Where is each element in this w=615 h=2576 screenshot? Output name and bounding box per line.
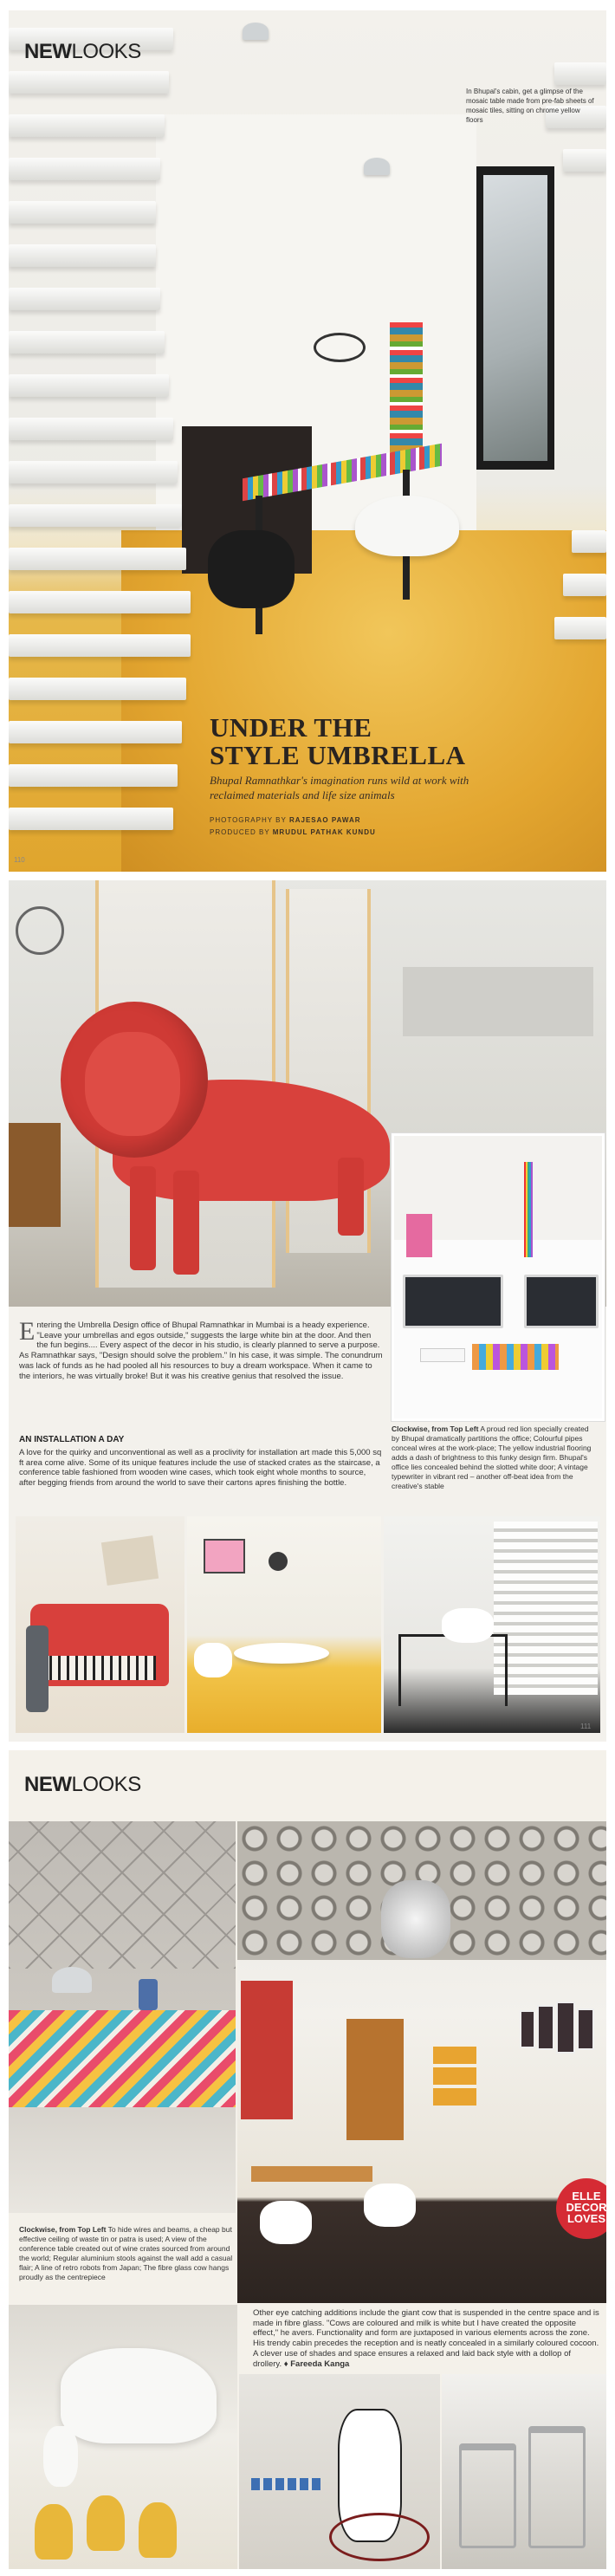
pink-art	[406, 1214, 432, 1257]
white-cow-figure	[442, 1608, 494, 1643]
lucky-cat-figurines	[35, 2495, 234, 2565]
subheading: AN INSTALLATION A DAY	[19, 1435, 125, 1444]
elle-decor-loves-badge: ELLE DECOR LOVES	[556, 2178, 606, 2239]
lion-head	[85, 1032, 180, 1136]
white-chair	[194, 1643, 232, 1677]
colourful-frame	[204, 1539, 245, 1574]
pendant-lamp	[52, 1967, 92, 1993]
computer-monitor	[403, 1275, 503, 1328]
colourful-pipes	[524, 1162, 533, 1257]
framed-posters	[433, 2045, 476, 2106]
author-name: Fareeda Kanga	[290, 2359, 350, 2369]
page-number: 111	[580, 1723, 592, 1730]
fibreglass-cow	[61, 2348, 217, 2443]
drop-cap: E	[19, 1317, 36, 1346]
keyboard	[420, 1348, 465, 1362]
intro-paragraph: Entering the Umbrella Design office of Bhupal Ramnathkar in Mumbai is a heady experience. "Leave your umbrellas and egos outside," suggests the large white bin at the door. And then the fun begins.... Every aspect of the decor in his studio, is clearly planned to serve a purpose. As Ramnathkar says, "Design should solve the problem." In his case, it was simple. The conundrum was lack of funds as he had pooled all his resources to buy a dream workspace. When it came to the interiors, he was virtually broke! But it was his creative genius that resolved the issue.	[19, 1317, 383, 1381]
colour-swatches	[472, 1344, 559, 1370]
photo-caption: Clockwise, from Top Left A proud red lion specially created by Bhupal dramatically partitions the office; Colourful pipes conceal wires at the work-place; The yellow industrial flooring adds a dash of brightness to this funky design firm. Bhupal's office lies concealed behind the slotted white door; A vintage typewriter in vibrant red – another off-beat idea from the creative's stable	[392, 1424, 592, 1490]
workstation-photo	[392, 1133, 605, 1421]
robot-toy	[26, 1625, 49, 1712]
lion-leg	[173, 1171, 199, 1275]
page-112	[9, 1750, 606, 2569]
bicycle-art	[314, 333, 366, 362]
white-table	[234, 1643, 329, 1664]
stair-railing	[398, 1634, 508, 1706]
computer-monitor	[524, 1275, 599, 1328]
ceiling-lamp	[364, 158, 390, 175]
tricycle	[329, 2513, 430, 2561]
red-door	[241, 1981, 293, 2119]
robot-lineup	[251, 2478, 320, 2490]
white-chair	[364, 2183, 416, 2227]
robot-toy	[139, 1979, 158, 2010]
section-header: NEWLOOKS	[24, 1773, 141, 1796]
tin-ceiling-grid	[9, 1821, 236, 1969]
page-number: 110	[14, 856, 25, 864]
photo-caption: In Bhupal's cabin, get a glimpse of the mosaic table made from pre-fab sheets of mosaic tiles, sitting on chrome yellow floors	[466, 88, 594, 124]
lion-leg	[338, 1158, 364, 1236]
aluminium-stool	[459, 2443, 516, 2548]
standfirst: Bhupal Ramnathkar's imagination runs wild at work with reclaimed materials and life size animals	[210, 774, 469, 801]
chevron-cabinet	[9, 2010, 236, 2107]
photo-credit: PHOTOGRAPHY BY RAJESAO PAWAR	[210, 816, 361, 824]
office-chair	[208, 530, 295, 608]
photo-caption: Clockwise, from Top Left To hide wires and beams, a cheap but effective ceiling of waste tin or patra is used; A view of the conference table created out of wine crates sourced from around the world; Regular aluminium stools against the wall add a casual flair; A line of retro robots from Japan; The fibre glass cow hangs proudly as the centrepiece	[19, 2225, 233, 2281]
chandelier	[381, 1880, 450, 1958]
section-header: NEWLOOKS	[24, 40, 141, 63]
wall-clock	[269, 1552, 288, 1571]
ceiling-lamp	[243, 23, 269, 40]
wall-frames	[520, 2002, 598, 2071]
white-chair	[355, 496, 459, 556]
white-chair	[260, 2201, 312, 2244]
aluminium-stool	[528, 2426, 586, 2548]
yellow-floor	[121, 530, 606, 872]
page-111	[9, 880, 606, 1742]
page-110	[9, 10, 606, 872]
article-title: UNDER THE STYLE UMBRELLA	[210, 712, 466, 770]
cow-head	[43, 2426, 78, 2487]
white-slat-partition-right	[537, 10, 606, 872]
body-paragraph: A love for the quirky and unconventional as well as a proclivity for installation art made this 5,000 sq ft area come alive. Some of its unique features include the use of stacked crates as the staircase, a conference table fashioned from wooden wine cases, which took eight whole months to source, after begging friends from around the world to save their cartons apres finishing the bottle.	[19, 1448, 382, 1489]
wooden-door	[346, 2019, 404, 2140]
lion-leg	[130, 1166, 156, 1270]
typewriter-keys	[43, 1656, 156, 1680]
wine-crate-table	[251, 2166, 372, 2182]
white-slat-partition	[9, 10, 182, 872]
body-paragraph: Other eye catching additions include the giant cow that is suspended in the centre space and is made in fibre glass. "Cows are coloured and milk is white but I have created the opposite effect," he avers. Functionality and form are juxtaposed in various elements across the zone. His trendy cabin precedes the reception and is neatly concealed in a similarly coloured cocoon. A clever use of shades and space ensures a relaxed and laid back style with a dollop of drollery. ♦ Fareeda Kanga	[253, 2308, 599, 2369]
wooden-cabinet	[9, 1123, 61, 1227]
author-mark: ♦	[283, 2359, 288, 2369]
wall-fan	[16, 906, 64, 955]
producer-credit: PRODUCED BY MRUDUL PATHAK KUNDU	[210, 828, 376, 836]
slotted-white-door	[494, 1522, 598, 1695]
background-workstations	[403, 967, 593, 1036]
postcard	[101, 1535, 159, 1586]
wall-poster	[390, 322, 423, 452]
